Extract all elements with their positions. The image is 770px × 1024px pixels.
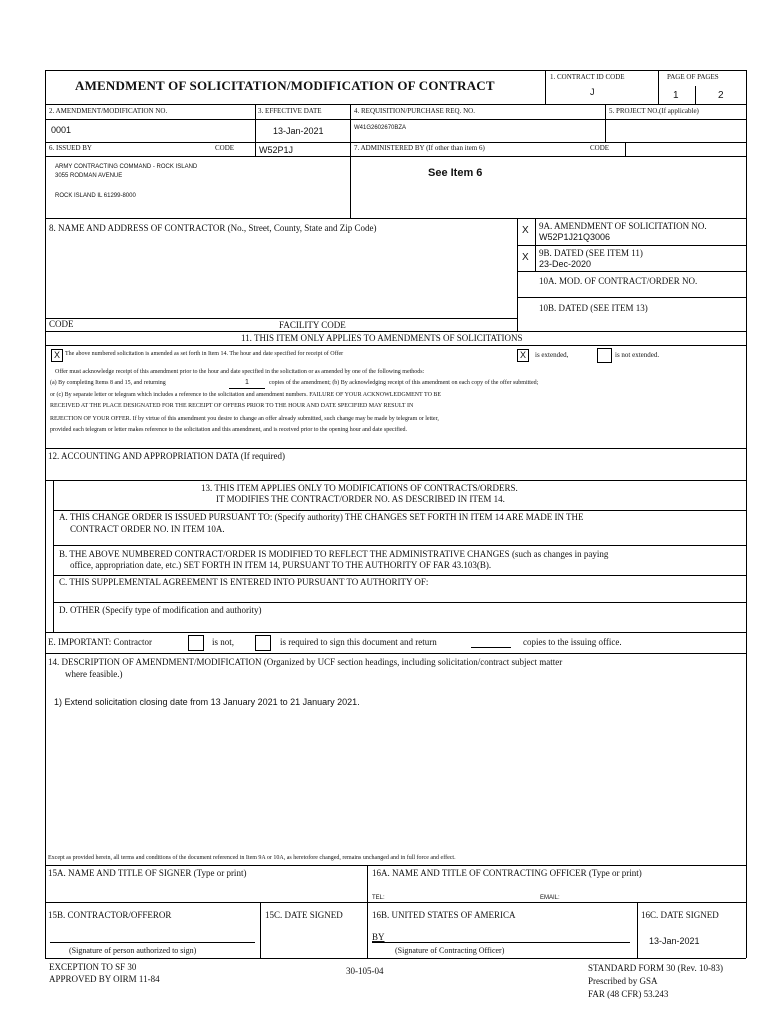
rule bbox=[53, 575, 746, 576]
page-of-pages-label: PAGE OF PAGES bbox=[667, 73, 719, 81]
item-9b-label: 9B. DATED (SEE ITEM 11) bbox=[539, 248, 643, 258]
effective-date-label: 3. EFFECTIVE DATE bbox=[258, 107, 322, 115]
issuer-line-2: 3055 RODMAN AVENUE bbox=[55, 173, 123, 179]
rule bbox=[517, 218, 518, 331]
email-label: EMAIL: bbox=[540, 895, 560, 901]
effective-date-value: 13-Jan-2021 bbox=[273, 126, 324, 136]
footer-far: FAR (48 CFR) 53.243 bbox=[588, 989, 669, 999]
not-extended-checkbox[interactable] bbox=[597, 348, 612, 363]
rule bbox=[255, 104, 256, 142]
item-9b-mark: X bbox=[522, 252, 529, 263]
by-label: BY bbox=[372, 932, 385, 942]
item-9a-label: 9A. AMENDMENT OF SOLICITATION NO. bbox=[539, 221, 707, 231]
tel-label: TEL: bbox=[372, 895, 385, 901]
rule bbox=[45, 331, 746, 332]
copies-underline bbox=[229, 388, 265, 389]
amendment-no-label: 2. AMENDMENT/MODIFICATION NO. bbox=[49, 107, 168, 115]
footer-form-code: 30-105-04 bbox=[346, 966, 384, 976]
rule bbox=[517, 271, 746, 272]
rule bbox=[45, 480, 746, 481]
item-11-para-6: provided each telegram or letter makes reference to the solicitation and this amendment, and is received prior to the opening hour and date specified. bbox=[50, 427, 408, 433]
footer-exception: EXCEPTION TO SF 30 bbox=[49, 962, 137, 972]
rule bbox=[45, 70, 46, 958]
item-13d-line: D. OTHER (Specify type of modification and authority) bbox=[59, 605, 262, 615]
form-title: AMENDMENT OF SOLICITATION/MODIFICATION OF CONTRACT bbox=[75, 78, 495, 93]
administered-by-label: 7. ADMINISTERED BY (If other than item 6) bbox=[354, 144, 485, 152]
important-label: E. IMPORTANT: Contractor bbox=[48, 637, 153, 647]
is-required-label: is required to sign this document and return bbox=[280, 637, 437, 647]
rule bbox=[45, 104, 746, 105]
item-11-para-5: REJECTION OF YOUR OFFER. If by virtue of this amendment you desire to change an offer already submitted, such change may be made by telegram or letter, bbox=[50, 416, 439, 422]
rule bbox=[45, 218, 746, 219]
rule bbox=[45, 345, 746, 346]
rule bbox=[53, 510, 746, 511]
extended-checkbox[interactable]: X bbox=[517, 349, 529, 362]
footer-prescribed: Prescribed by GSA bbox=[588, 976, 658, 986]
item-9a-mark: X bbox=[522, 225, 529, 236]
rule bbox=[53, 480, 54, 632]
rule bbox=[658, 70, 659, 104]
item-11-para-2b: copies of the amendment; (b) By acknowledging receipt of this amendment on each copy of the offer submitted; bbox=[269, 380, 539, 386]
contractor-label: 8. NAME AND ADDRESS OF CONTRACTOR (No., Street, County, State and Zip Code) bbox=[49, 223, 377, 233]
signer-15a-label: 15A. NAME AND TITLE OF SIGNER (Type or print) bbox=[48, 868, 247, 878]
copies-tail: copies to the issuing office. bbox=[523, 637, 622, 647]
is-required-checkbox[interactable] bbox=[255, 635, 271, 651]
date-16c-label: 16C. DATE SIGNED bbox=[641, 910, 719, 920]
item-11-para-1: Offer must acknowledge receipt of this amendment prior to the hour and date specified in the solicitation or as amended by one of the following methods: bbox=[55, 369, 425, 375]
usa-16b-label: 16B. UNITED STATES OF AMERICA bbox=[372, 910, 516, 920]
item-11-para-4: RECEIVED AT THE PLACE DESIGNATED FOR THE RECEIPT OF OFFERS PRIOR TO THE HOUR AND DATE SPECIFIED MAY RESULT IN bbox=[50, 403, 414, 409]
rule bbox=[637, 902, 638, 958]
rule bbox=[255, 142, 256, 157]
rule bbox=[695, 86, 696, 104]
item-14-label-1: 14. DESCRIPTION OF AMENDMENT/MODIFICATION (Organized by UCF section headings, including solicitation/contract subject matter bbox=[48, 657, 563, 667]
extended-label: is extended, bbox=[535, 351, 569, 359]
rule bbox=[605, 104, 606, 142]
amendment-no-value: 0001 bbox=[51, 125, 72, 135]
item-11-heading: 11. THIS ITEM ONLY APPLIES TO AMENDMENTS OF SOLICITATIONS bbox=[241, 333, 523, 343]
contract-id-code-label: 1. CONTRACT ID CODE bbox=[550, 73, 625, 81]
amended-checkbox[interactable]: X bbox=[51, 349, 63, 362]
item-13-heading-2: IT MODIFIES THE CONTRACT/ORDER NO. AS DESCRIBED IN ITEM 14. bbox=[216, 494, 505, 504]
page-count: 2 bbox=[718, 90, 724, 101]
rule bbox=[45, 865, 746, 866]
rule bbox=[45, 448, 746, 449]
rule bbox=[45, 70, 746, 71]
rule bbox=[367, 865, 368, 958]
rule bbox=[45, 902, 746, 903]
item-11-para-3: or (c) By separate letter or telegram which includes a reference to the solicitation and amendment numbers. FAILURE OF YOUR ACKNOWLEDGMENT TO BE bbox=[50, 392, 442, 398]
copies-returned-value: 1 bbox=[245, 379, 249, 386]
item-14-body: 1) Extend solicitation closing date from 13 January 2021 to 21 January 2021. bbox=[54, 697, 360, 707]
is-not-checkbox[interactable] bbox=[188, 635, 204, 651]
requisition-value: W41G2602670BZA bbox=[354, 125, 407, 131]
item-13b-line-1: B. THE ABOVE NUMBERED CONTRACT/ORDER IS MODIFIED TO REFLECT THE ADMINISTRATIVE CHANGES (such as changes in paying bbox=[59, 549, 609, 559]
contractor-signature-caption: (Signature of person authorized to sign) bbox=[69, 946, 197, 955]
rule bbox=[45, 318, 517, 319]
item-13a-line-1: A. THIS CHANGE ORDER IS ISSUED PURSUANT TO: (Specify authority) THE CHANGES SET FORTH IN ITEM 14 ARE MADE IN THE bbox=[59, 512, 584, 522]
except-text: Except as provided herein, all terms and conditions of the document referenced in Item 9A or 10A, as heretofore changed, remains unchanged and in full force and effect. bbox=[48, 855, 456, 861]
issued-by-code-value: W52P1J bbox=[259, 145, 294, 155]
item-10a-label: 10A. MOD. OF CONTRACT/ORDER NO. bbox=[539, 276, 698, 286]
rule bbox=[45, 142, 746, 143]
rule bbox=[45, 958, 746, 959]
rule bbox=[535, 218, 536, 271]
item-13a-line-2: CONTRACT ORDER NO. IN ITEM 10A. bbox=[70, 524, 225, 534]
item-12-label: 12. ACCOUNTING AND APPROPRIATION DATA (If required) bbox=[48, 451, 286, 461]
item-9a-value: W52P1J21Q3006 bbox=[539, 232, 611, 242]
issued-by-label: 6. ISSUED BY bbox=[49, 144, 92, 152]
rule bbox=[53, 545, 746, 546]
officer-signature-caption: (Signature of Contracting Officer) bbox=[395, 946, 505, 955]
rule bbox=[350, 104, 351, 218]
rule bbox=[746, 70, 747, 958]
requisition-label: 4. REQUISITION/PURCHASE REQ. NO. bbox=[354, 107, 475, 115]
page-number: 1 bbox=[673, 90, 679, 101]
administered-code-label: CODE bbox=[590, 144, 610, 152]
issuer-line-1: ARMY CONTRACTING COMMAND - ROCK ISLAND bbox=[55, 164, 198, 170]
rule bbox=[625, 142, 626, 157]
rule bbox=[45, 653, 746, 654]
copies-blank bbox=[471, 647, 511, 648]
issued-by-code-label: CODE bbox=[215, 144, 235, 152]
rule bbox=[517, 245, 746, 246]
officer-16a-label: 16A. NAME AND TITLE OF CONTRACTING OFFICER (Type or print) bbox=[372, 868, 642, 878]
not-extended-label: is not extended. bbox=[615, 351, 660, 359]
sf30-form bbox=[45, 70, 746, 958]
rule bbox=[517, 297, 746, 298]
item-13c-line: C. THIS SUPPLEMENTAL AGREEMENT IS ENTERED INTO PURSUANT TO AUTHORITY OF: bbox=[59, 577, 429, 587]
project-no-label: 5. PROJECT NO.(If applicable) bbox=[609, 107, 699, 115]
contractor-15b-label: 15B. CONTRACTOR/OFFEROR bbox=[48, 910, 172, 920]
item-13-heading-1: 13. THIS ITEM APPLIES ONLY TO MODIFICATIONS OF CONTRACTS/ORDERS. bbox=[201, 483, 518, 493]
item-10b-label: 10B. DATED (SEE ITEM 13) bbox=[539, 303, 648, 313]
rule bbox=[53, 602, 746, 603]
rule bbox=[545, 70, 546, 104]
rule bbox=[45, 632, 746, 633]
administered-value: See Item 6 bbox=[428, 167, 483, 179]
is-not-label: is not, bbox=[212, 637, 235, 647]
item-11-para-2a: (a) By completing Items 8 and 15, and returning bbox=[50, 380, 166, 386]
rule bbox=[45, 156, 746, 157]
contractor-code-label: CODE bbox=[49, 319, 74, 329]
rule bbox=[45, 119, 746, 120]
item-9b-value: 23-Dec-2020 bbox=[539, 259, 592, 269]
contract-id-code-value: J bbox=[590, 87, 595, 97]
item-13b-line-2: office, appropriation date, etc.) SET FORTH IN ITEM 14, PURSUANT TO THE AUTHORITY OF FAR 43.103(B). bbox=[70, 560, 492, 570]
footer-approved: APPROVED BY OIRM 11-84 bbox=[49, 974, 160, 984]
rule bbox=[260, 902, 261, 958]
date-16c-value: 13-Jan-2021 bbox=[649, 936, 700, 946]
footer-standard-form: STANDARD FORM 30 (Rev. 10-83) bbox=[588, 963, 723, 973]
date-15c-label: 15C. DATE SIGNED bbox=[265, 910, 343, 920]
officer-signature-line[interactable] bbox=[372, 942, 630, 943]
facility-code-label: FACILITY CODE bbox=[279, 320, 346, 330]
item-14-label-2: where feasible.) bbox=[65, 669, 123, 679]
contractor-signature-line[interactable] bbox=[50, 942, 255, 943]
item-11-text: The above numbered solicitation is amended as set forth in Item 14. The hour and date specified for receipt of Offer bbox=[65, 351, 344, 357]
issuer-line-3: ROCK ISLAND IL 61299-8000 bbox=[55, 193, 136, 199]
